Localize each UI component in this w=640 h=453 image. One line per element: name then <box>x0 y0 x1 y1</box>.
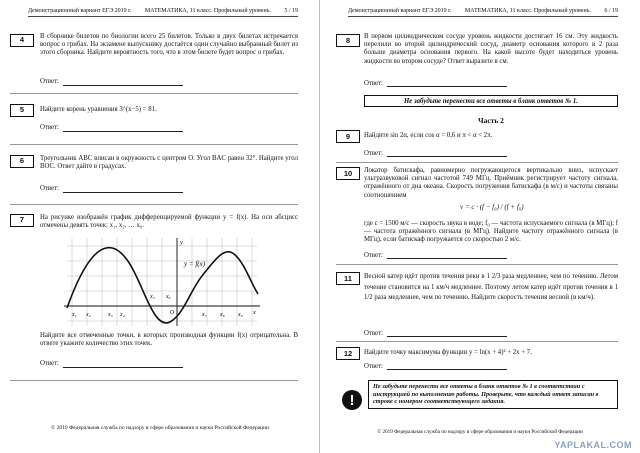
answer-row <box>364 150 507 157</box>
right-page <box>320 0 640 453</box>
divider <box>336 341 618 342</box>
task-8-text: В первом цилиндрическом сосуде уровень жидкости достигает 16 см. Эту жидкость перелили во второй цилиндрический сосуд, диаметр основания которого в 2 раза больше диаметра основания первого. На какой высоте будет находиться уровень жидкости во втором сосуде? Ответ выразите в см. <box>364 33 618 65</box>
function-curve <box>67 248 258 323</box>
header-title: Демонстрационный вариант ЕГЭ 2019 г. <box>28 8 132 14</box>
transfer-reminder-banner: Не забудьте перенести все ответы в бланк ответов № 1. <box>364 95 618 107</box>
task-11-text: Весной катер идёт против течения реки в 1 2/3 раза медленнее, чем по течению. Летом течение становится на 1 км/ч медленнее. Поэтому летом катер идёт против течения в 1 1/2 раза медленнее, чем по течению. Найдите скорость течения весной (в км/ч). <box>364 273 618 301</box>
answer-label: Ответ: <box>40 78 59 85</box>
task-text: Треугольник ABC вписан в окружность с центром O. Угол BAC равен 32°. Найдите угол BOC. Ответ дайте в градусах. <box>40 155 298 171</box>
part-heading: Часть 2 <box>478 116 504 125</box>
answer-row <box>40 185 183 193</box>
divider <box>336 162 618 163</box>
tick-x6: x₆ <box>166 294 171 300</box>
header-page-number: 6 / 19 <box>604 8 618 14</box>
page-header <box>28 8 298 17</box>
answer-label: Ответ: <box>40 185 59 192</box>
header-subject: МАТЕМАТИКА, 11 класс. Профильный уровень. <box>464 8 591 14</box>
task-text: Найдите корень уравнения 3^(x−5) = 81. <box>40 106 157 113</box>
origin-label: O <box>170 310 175 316</box>
task-number: 11 <box>336 272 360 285</box>
answer-label: Ответ: <box>364 150 383 157</box>
task-9-text: Найдите sin 2α, если cos α = 0,6 и π < α < 2π. <box>364 132 493 139</box>
answer-label: Ответ: <box>364 80 383 87</box>
answer-label: Ответ: <box>40 360 59 367</box>
final-warning-box: Не забудьте перенести все ответы в бланк ответов № 1 в соответствии с инструкцией по выполнению работы. Проверьте, что каждый ответ записан в строке с номером соответствующего задания. <box>368 380 618 409</box>
task-text: В сборнике билетов по биологии всего 25 билетов. Только в двух билетах встречается вопрос о грибах. На экзамене выпускнику достаётся один случайно выбранный билет из этого сборника. Найдите вероятность того, что в этом билете будет вопрос о грибах. <box>40 33 298 57</box>
task-number: 12 <box>336 347 360 360</box>
header-subject: МАТЕМАТИКА, 11 класс. Профильный уровень. <box>144 8 271 14</box>
task-number: 4 <box>10 34 34 47</box>
answer-label: Ответ: <box>364 363 383 370</box>
tick-x5: x₅ <box>150 294 155 300</box>
answer-field[interactable] <box>63 125 183 132</box>
task-number: 8 <box>336 34 360 47</box>
answer-field[interactable] <box>387 363 507 370</box>
function-label: y = f(x) <box>184 260 206 268</box>
answer-field[interactable] <box>63 361 183 368</box>
answer-field[interactable] <box>63 186 183 193</box>
answer-row <box>364 80 507 87</box>
answer-label: Ответ: <box>364 330 383 337</box>
watermark: YAPLAKAL.COM <box>554 440 632 450</box>
tick-x4: x₄ <box>120 312 125 318</box>
answer-row <box>364 252 507 259</box>
page-footer: © 2019 Федеральная служба по надзору в сфере образования и науки Российской Федерации <box>377 429 583 435</box>
divider <box>10 144 298 145</box>
tick-x2: x₂ <box>86 312 91 318</box>
task-number: 6 <box>10 155 34 168</box>
answer-field[interactable] <box>387 330 507 337</box>
task-text: На рисунке изображён график дифференцируемой функции y = f(x). На оси абсцисс отмечены девять точек: x₁, x₂, … x₉. <box>40 214 298 230</box>
tick-x9: x₉ <box>238 312 243 318</box>
task-number: 10 <box>336 167 360 180</box>
header-title: Демонстрационный вариант ЕГЭ 2019 г. <box>348 8 452 14</box>
doppler-formula: v = c · (f − f₀) / (f + f₀) <box>460 203 524 211</box>
exclamation-icon: ! <box>342 390 362 410</box>
divider <box>10 93 298 94</box>
answer-row <box>364 363 507 370</box>
task-10-text: Локатор батискафа, равномерно погружающегося вертикально вниз, испускает ультразвуковой сигнал частотой 749 МГц. Приёмник регистрирует частоту сигнала, отражённого от дна океана. Скорость погружения батискафа (в м/с) и частоты связаны соотношением <box>364 167 618 199</box>
task-number: 5 <box>10 104 34 117</box>
answer-field[interactable] <box>387 150 507 157</box>
page-footer: © 2019 Федеральная служба по надзору в сфере образования и науки Российской Федерации <box>51 425 269 431</box>
answer-label: Ответ: <box>364 252 383 259</box>
answer-field[interactable] <box>63 79 183 86</box>
function-graph <box>62 236 262 328</box>
answer-row <box>364 330 507 337</box>
tick-x8: x₈ <box>220 312 225 318</box>
task-12-text: Найдите точку максимума функции y = ln(x + 4)² + 2x + 7. <box>364 349 532 356</box>
tick-x1: x₁ <box>72 312 77 318</box>
answer-row <box>40 360 183 368</box>
divider <box>336 264 618 265</box>
divider <box>10 204 298 205</box>
y-axis-label: y <box>180 240 183 246</box>
page-header <box>348 8 618 17</box>
tick-x7: x₇ <box>202 312 207 318</box>
tick-x3: x₃ <box>108 312 113 318</box>
task-number: 9 <box>336 130 360 143</box>
answer-row <box>40 124 183 132</box>
task-10-text-continued: где c = 1500 м/с — скорость звука в воде; f₀ — частота испускаемого сигнала (в МГц); f — частота отражённого сигнала (в МГц). Найдите частоту отражённого сигнала (в МГц), если батискаф погружается со скоростью 2 м/с. <box>364 220 618 244</box>
header-page-number: 5 / 19 <box>284 8 298 14</box>
task-text-continued: Найдите все отмеченные точки, в которых производная функции f(x) отрицательна. В ответе укажите количество этих точек. <box>40 332 298 348</box>
answer-field[interactable] <box>387 252 507 259</box>
answer-row <box>40 78 183 86</box>
task-number: 7 <box>10 214 34 227</box>
divider <box>10 380 298 381</box>
answer-label: Ответ: <box>40 124 59 131</box>
answer-field[interactable] <box>387 80 507 87</box>
x-axis-label: x <box>253 310 256 316</box>
